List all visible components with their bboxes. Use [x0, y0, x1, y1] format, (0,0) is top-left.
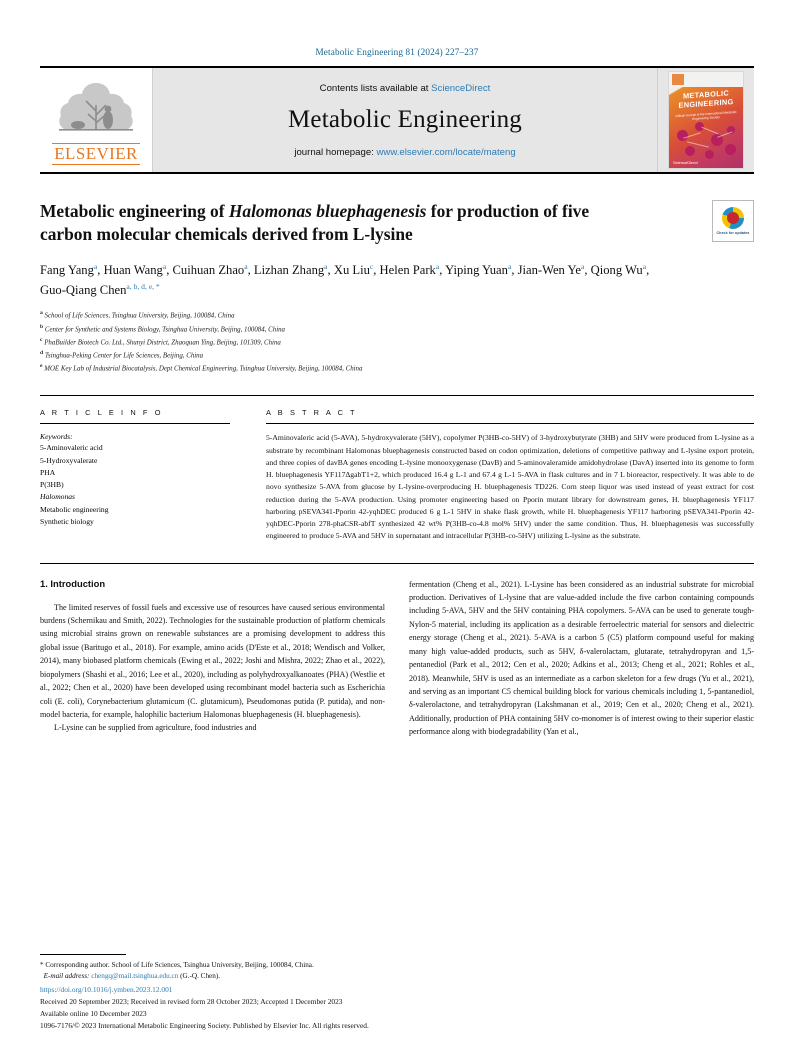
cover-molecule-node: [705, 150, 714, 159]
homepage-line: [294, 147, 515, 158]
keyword-item: 5-Hydroxyvalerate: [40, 455, 98, 465]
affiliation-item: $^a$ School of Life Sciences, Tsinghua University, Beijing, 100084, China: [40, 310, 235, 320]
keyword-item: Synthetic biology: [40, 517, 94, 527]
title-block: [40, 200, 754, 375]
keywords-label: Keywords:: [40, 432, 73, 442]
contents-prefix: Contents lists available at: [319, 82, 432, 94]
doi-link[interactable]: https://doi.org/10.1016/j.ymben.2023.12.001: [40, 985, 173, 995]
author: Fang Yang$^a$: [40, 262, 98, 278]
cover-subtitle: Official Journal of the International Metabolic Engineering Society: [675, 109, 737, 121]
affiliation-item: $^c$ PhaBuilder Biotech Co. Ltd., Shunyi District, Zhaoquan Ying, Beijing, 101309, China: [40, 336, 281, 347]
abstract-column: [266, 408, 754, 542]
cover-elsevier-mark: [672, 74, 684, 85]
affiliation-item: $^d$ Tsinghua-Peking Center for Life Sciences, Beijing, China: [40, 349, 204, 360]
author: Helen Park$^a$: [379, 262, 440, 278]
paragraph: The limited reserves of fossil fuels and excessive use of resources have caused serious environmental burdens (Schernikau and Smith, 2022). Technologies for the sustainable production of platform chemicals using microbial strains grown on renewable substances are a promising development to address this global issue (Baritugo et al., 2018). For example, amino acids (D'Este et al., 2018; Wendisch and Volker, 2014), many biobased platform chemicals (Ewing et al., 2022; Joshi and Mishra, 2022; Zhao et al., 2022), biopolymers (Shashi et al., 2016; Lee et al., 2020), including as polyhydroxyalkanoates (PHA) (Westlie et al., 2022; Chen et al., 2020) have been developed using recombinant model bacteria such as Escherichia coli (E. coli), Corynebacterium glutamicum (C. glutamicum), Pseudomonas putida (P. putida), and non-model bacteria, for example, halophilic bacterium Halomonas bluephagenesis (H. bluephagenesis).: [40, 602, 385, 719]
author: Qiong Wu$^a$: [590, 262, 647, 278]
title-part-1: Metabolic engineering of: [40, 201, 229, 221]
running-head: Metabolic Engineering 81 (2024) 227–237: [315, 47, 479, 57]
sciencedirect-link[interactable]: ScienceDirect: [431, 82, 491, 94]
body-column-left: [40, 578, 385, 739]
paragraph: L-Lysine can be supplied from agriculture, food industries and: [54, 723, 257, 733]
section-heading-introduction: 1. Introduction: [40, 577, 106, 589]
masthead-center: [153, 68, 657, 172]
title-part-2: for production of five carbon molecular chemicals derived from L-lysine: [40, 201, 590, 245]
contents-line: [320, 83, 491, 94]
affiliation-list: [40, 309, 754, 375]
keyword-item: 5-Aminovaleric acid: [40, 443, 103, 453]
abstract-heading: A B S T R A C T: [266, 408, 358, 418]
email-link[interactable]: chengq@mail.tsinghua.edu.cn: [91, 971, 179, 980]
body-columns: [40, 578, 754, 739]
article-info-column: [40, 408, 230, 542]
cover-molecule-node: [725, 144, 736, 155]
author: Jian-Wen Ye$^a$: [517, 262, 585, 278]
journal-homepage-link[interactable]: www.elsevier.com/locate/mateng: [376, 146, 516, 158]
keyword-item: P(3HB): [40, 480, 64, 490]
author: Xu Liu$^c$: [333, 262, 374, 278]
title-organism: Halomonas bluephagenesis: [228, 201, 427, 221]
email-note: [40, 971, 385, 982]
crossmark-ring-icon: [722, 207, 744, 229]
page-footer: [40, 984, 754, 1032]
abstract-text: 5-Aminovaleric acid (5-AVA), 5-hydroxyvalerate (5HV), copolymer P(3HB-co-5HV) of 3-hydroxybutyrate (3HB) and 5HV were produced from L-lysine as a substrate by recombinant Halomonas bluephagenesis constructed based on codon optimization, deletions of competitive pathway and L-lysine export protein, and three copies of davBA genes encoding L-lysine monooxygenase (DavB) and 5-aminovaleramide amidohydrolase (DavA) inserted into its genome to form H. bluephagenesis YF117ΔgabT1+2, which produced 16.4 g L-1 and 67.4 g L-1 5-AVA in flask cultures and in 7 L bioreactor, respectively. It was able to de novo synthesize 5-AVA from glucose by L-lysine-overproducing H. bluephagenesis TD226. Corn steep liquor was used instead of yeast extract for cost reduction during the 5-AVA production. Using promoter engineering based on Pporin mutant library for downstream genes, H. bluephagenesis YF117 harboring pSEVA341-Pporin 42-yqhDEC produced 6 g L-1 5HV in shake flask growth, while H. bluephagenesis YF117 harboring pSEVA341-Pporin 42-yqhDEC-Pporin 278-phaCSR-abfT synthesized 42 wt% P(3HB-co-4.8 mol% 5HV) under the same condition. Thus, H. bluephagenesis was successfully engineered to produce 5-AVA and 5HV in supernatant and intracellular P(3HB-co-5HV) utilizing L-lysine as the substrate.: [266, 433, 754, 541]
corresponding-author-note: * Corresponding author. School of Life Sciences, Tsinghua University, Beijing, 100084, China.: [40, 960, 314, 969]
info-abstract-section: [40, 395, 754, 542]
cover-molecule-bond: [701, 127, 718, 135]
author: Guo-Qiang Chen$^{a, b, d, e, *}$: [40, 281, 160, 297]
body-divider: [40, 563, 754, 564]
cover-title: METABOLIC ENGINEERING: [678, 88, 734, 110]
copyright-line: 1096-7176/© 2023 International Metabolic Engineering Society. Published by Elsevier Inc. All rights reserved.: [40, 1021, 369, 1031]
cover-molecule-node: [685, 146, 695, 156]
crossmark-label: Check for updates: [716, 230, 750, 235]
page-title: [40, 200, 645, 246]
author-list: Fang Yang$^a$, Huan Wang$^a$, Cuihuan Zhao$^a$, Lizhan Zhang$^a$, Xu Liu$^c$, Helen Park$^a$, Yiping Yuan$^a$, Jian-Wen Ye$^a$, Qiong Wu$^a$, Guo-Qiang Chen$^{a, b, d, e, *}$: [40, 262, 650, 297]
author: Cuihuan Zhao$^a$: [172, 262, 248, 278]
article-info-heading: A R T I C L E I N F O: [40, 408, 164, 418]
author: Huan Wang$^a$: [103, 262, 167, 278]
footnote-divider: [40, 954, 126, 955]
homepage-prefix: journal homepage:: [294, 146, 377, 158]
divider: [40, 423, 230, 424]
elsevier-wordmark: ELSEVIER: [54, 144, 138, 164]
journal-cover-area: [657, 68, 754, 172]
email-suffix: (G.-Q. Chen).: [180, 971, 221, 980]
keyword-item: PHA: [40, 467, 56, 477]
email-label: E-mail address:: [43, 971, 90, 980]
elsevier-logo: [50, 75, 142, 165]
crossmark-badge[interactable]: [712, 200, 754, 242]
cover-corner-label: ScienceDirect: [673, 160, 698, 165]
keyword-item: Halomonas: [40, 492, 76, 502]
received-dates: Received 20 September 2023; Received in revised form 28 October 2023; Accepted 1 December 2023: [40, 997, 343, 1007]
body-column-right: [409, 578, 754, 739]
author: Yiping Yuan$^a$: [445, 262, 512, 278]
elsevier-tree-icon: [50, 75, 142, 141]
keyword-item: Metabolic engineering: [40, 504, 109, 514]
journal-masthead: [40, 66, 754, 174]
publisher-logo-area: [40, 68, 153, 172]
paragraph: fermentation (Cheng et al., 2021). L-Lysine has been considered as an industrial substrate for microbial production. Derivatives of L-lysine that are value-added include the five carbon containing compounds including 5-AVA, 5HV and the 5HV containing PHA copolymers. 5-AVA can be used to generate tough-Nylon-5 material, including its application as a desirable ferroelectric material for sensors and dielectric energy storage (Cheng et al., 2021). 5-AVA is a carbon 5 (C5) platform compound useful for making many high value-added products, such as 5HV, δ-valerolactam, glutarate, tetrahydropyran and 1,5-pentanediol (Park et al., 2012; Cen et al., 2020; Adkins et al., 2013; Cheng et al., 2021; Rohles et al., 2018). Meanwhile, 5HV is used as an intermediate as a carbon skeleton for a few drugs (Yu et al., 2021), and serving as an important C5 chemical building block for various chemicals including 1, 5-pantanediol, δ-valerolactone, and tetrahydropyran (Lakshmanan et al., 2019; Cen et al., 2020; Cheng et al., 2021). Additionally, production of PHA containing 5HV co-monomer is of interest owing to their superior elastic performance along with biodegradability (Yan et al.,: [409, 579, 754, 737]
affiliation-item: $^b$ Center for Synthetic and Systems Biology, Tsinghua University, Beijing, 100084, China: [40, 323, 285, 333]
footnote-block: [40, 954, 385, 982]
author: Lizhan Zhang$^a$: [253, 262, 328, 278]
journal-title: Metabolic Engineering: [288, 105, 522, 133]
affiliation-item: $^e$ MOE Key Lab of Industrial Biocatalysis, Dept Chemical Engineering, Tsinghua University, Beijing, 100084, China: [40, 363, 363, 373]
available-online: Available online 10 December 2023: [40, 1009, 147, 1019]
divider: [266, 423, 754, 424]
keywords-list: [40, 442, 230, 528]
journal-cover-image: [668, 71, 744, 169]
